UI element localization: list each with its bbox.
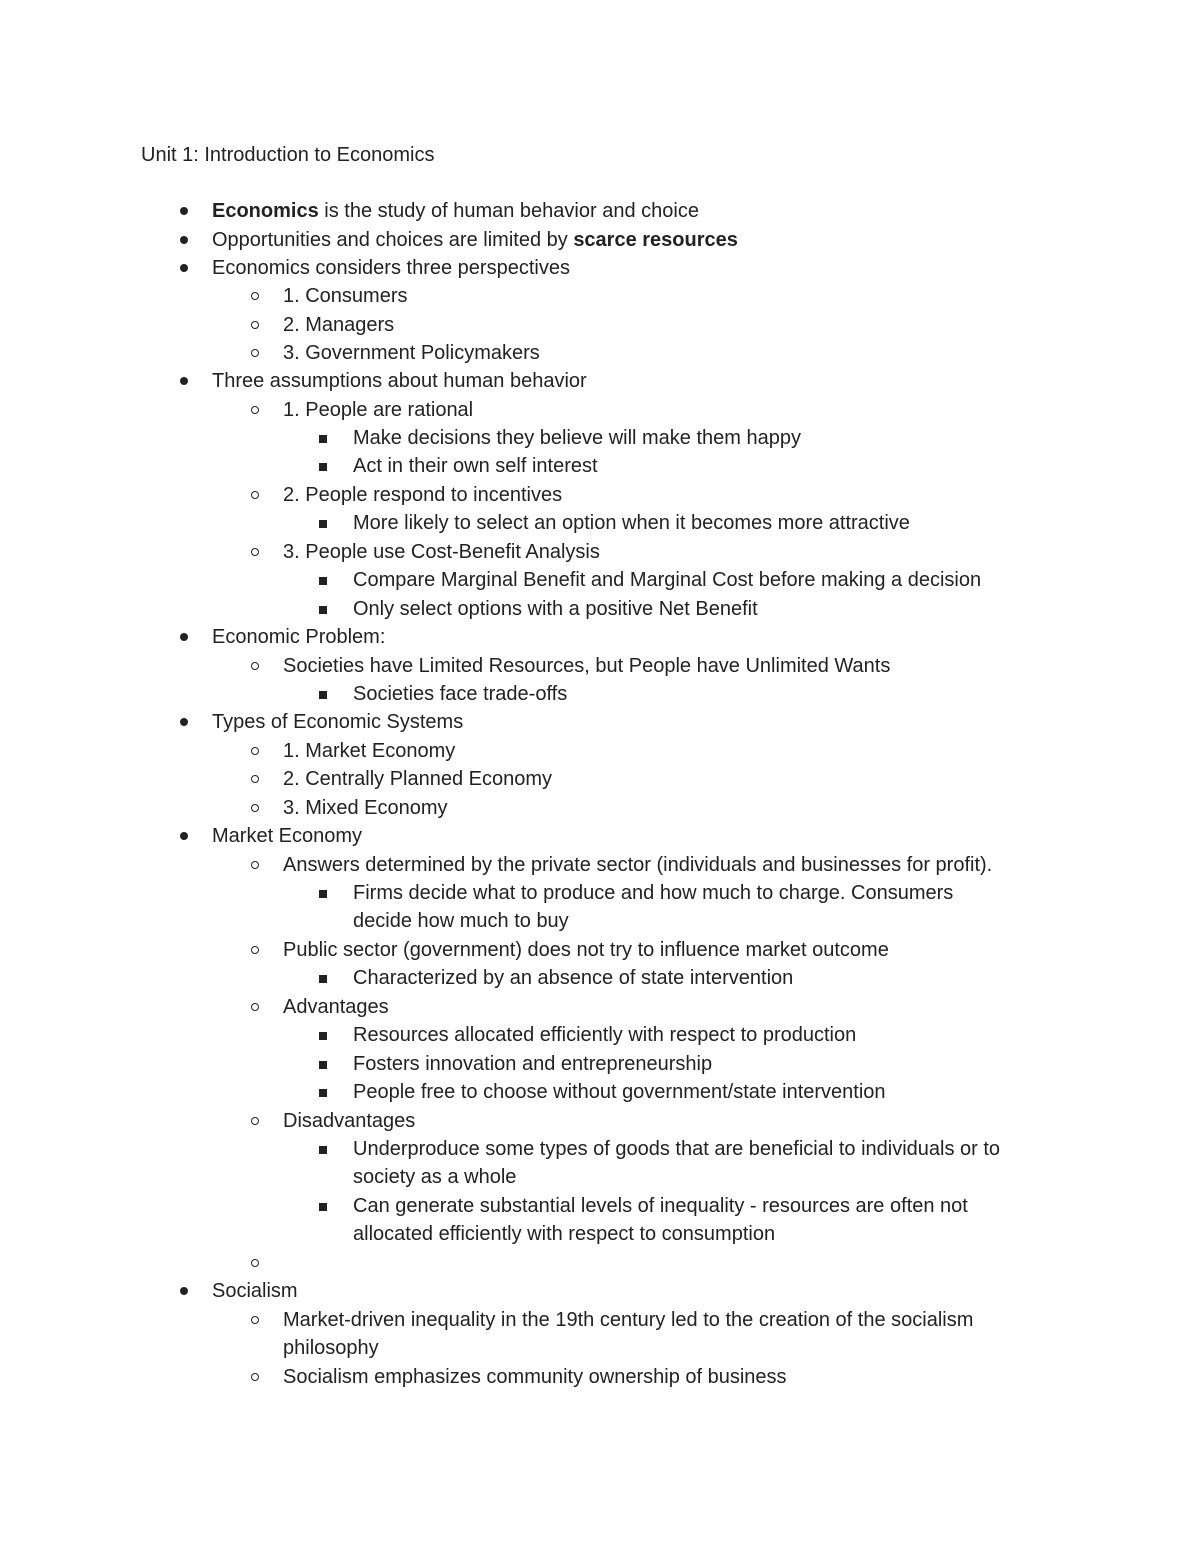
list-item	[315, 452, 1053, 480]
list-item-text: People free to choose without government/state intervention	[353, 1081, 886, 1103]
bullet-square-icon	[315, 1135, 339, 1163]
list-item	[176, 197, 699, 225]
list-item	[247, 396, 473, 424]
list-item-text: Societies face trade-offs	[353, 683, 568, 705]
list-item	[315, 595, 1053, 623]
list-item	[247, 794, 448, 822]
bullet-square-icon	[315, 1078, 339, 1106]
bullet-square-icon	[315, 452, 339, 480]
list-item-text: 3. People use Cost-Benefit Analysis	[283, 541, 600, 563]
list-item-text: Act in their own self interest	[353, 455, 598, 477]
bullet-square-icon	[315, 1021, 339, 1049]
list-item-text: Economic Problem:	[212, 626, 386, 648]
list-item	[247, 652, 890, 680]
list-item-text: Socialism emphasizes community ownership of business	[283, 1366, 787, 1388]
bullet-square-icon	[315, 595, 339, 623]
list-item-text: More likely to select an option when it becomes more attractive	[353, 512, 910, 534]
bullet-circle-icon	[247, 1107, 271, 1135]
list-item-text: Make decisions they believe will make them happy	[353, 427, 801, 449]
list-item-text: 3. Government Policymakers	[283, 342, 540, 364]
list-item-text: Socialism	[212, 1280, 298, 1302]
list-item	[247, 282, 408, 310]
bullet-circle-icon	[247, 737, 271, 765]
list-item-text: Market Economy	[212, 825, 363, 847]
bullet-dot-icon	[176, 226, 200, 254]
bullet-square-icon	[315, 1192, 339, 1220]
list-item-text: 1. Consumers	[283, 285, 408, 307]
list-item	[247, 481, 562, 509]
bullet-circle-icon	[247, 339, 271, 367]
list-item-text: 2. People respond to incentives	[283, 484, 563, 506]
list-item-text: Three assumptions about human behavior	[212, 370, 587, 392]
list-item	[315, 964, 1053, 992]
list-item-text: Societies have Limited Resources, but People have Unlimited Wants	[283, 655, 891, 677]
list-item-text: Advantages	[283, 996, 389, 1018]
list-item	[247, 311, 394, 339]
list-item	[315, 566, 1053, 594]
list-item	[247, 993, 389, 1021]
bullet-dot-icon	[176, 708, 200, 736]
list-item	[247, 339, 540, 367]
list-item	[315, 1050, 1053, 1078]
list-item	[315, 1021, 1053, 1049]
list-item-text: Underproduce some types of goods that are beneficial to individuals or to society as a whole	[353, 1138, 1001, 1189]
list-item	[247, 851, 992, 879]
list-item	[315, 424, 1053, 452]
bullet-square-icon	[315, 424, 339, 452]
list-item-text: Only select options with a positive Net Benefit	[353, 598, 758, 620]
bullet-square-icon	[315, 566, 339, 594]
list-item	[176, 708, 463, 736]
bullet-circle-icon	[247, 652, 271, 680]
list-item	[176, 367, 587, 395]
list-item-text: Opportunities and choices are limited by	[212, 229, 574, 251]
list-item-text: 2. Centrally Planned Economy	[283, 768, 553, 790]
list-item	[315, 680, 1053, 708]
bullet-circle-icon	[247, 282, 271, 310]
list-item-text: Compare Marginal Benefit and Marginal Cost before making a decision	[353, 569, 982, 591]
list-item	[247, 1107, 415, 1135]
list-item	[247, 1363, 787, 1391]
list-item	[315, 1078, 1053, 1106]
bullet-circle-icon	[247, 1306, 271, 1334]
bullet-circle-icon	[247, 1363, 271, 1391]
bullet-circle-icon	[247, 311, 271, 339]
list-item-text: 1. Market Economy	[283, 740, 456, 762]
list-item	[247, 538, 600, 566]
bullet-circle-icon	[247, 851, 271, 879]
list-item-text: Firms decide what to produce and how much to charge. Consumers decide how much to buy	[353, 882, 954, 933]
bullet-circle-icon	[247, 765, 271, 793]
list-item-text: 1. People are rational	[283, 399, 474, 421]
bold-term: Economics	[212, 200, 319, 222]
list-item	[315, 1135, 1063, 1192]
bullet-dot-icon	[176, 822, 200, 850]
list-item	[176, 1277, 298, 1305]
bullet-dot-icon	[176, 1277, 200, 1305]
bullet-square-icon	[315, 964, 339, 992]
bullet-square-icon	[315, 1050, 339, 1078]
list-item-text: Fosters innovation and entrepreneurship	[353, 1053, 713, 1075]
bullet-circle-icon	[247, 396, 271, 424]
list-item	[247, 1249, 283, 1277]
list-item-text: Public sector (government) does not try to influence market outcome	[283, 939, 889, 961]
bullet-circle-icon	[247, 1249, 271, 1277]
list-item-text: is the study of human behavior and choice	[318, 200, 699, 222]
bullet-circle-icon	[247, 993, 271, 1021]
list-item	[176, 822, 362, 850]
page-title: Unit 1: Introduction to Economics	[141, 144, 435, 166]
list-item-text: Disadvantages	[283, 1110, 416, 1132]
bullet-circle-icon	[247, 538, 271, 566]
list-item	[247, 1306, 1043, 1363]
list-item	[247, 936, 889, 964]
bullet-circle-icon	[247, 936, 271, 964]
list-item-text: Market-driven inequality in the 19th century led to the creation of the socialism philosophy	[283, 1309, 974, 1360]
list-item	[247, 737, 455, 765]
bullet-dot-icon	[176, 197, 200, 225]
list-item-text: Economics considers three perspectives	[212, 257, 570, 279]
bullet-dot-icon	[176, 254, 200, 282]
bullet-circle-icon	[247, 481, 271, 509]
bullet-circle-icon	[247, 794, 271, 822]
bullet-dot-icon	[176, 623, 200, 651]
list-item-text: Types of Economic Systems	[212, 711, 464, 733]
list-item-text: Resources allocated efficiently with respect to production	[353, 1024, 857, 1046]
list-item	[315, 879, 1013, 936]
list-item-text: 2. Managers	[283, 314, 395, 336]
bullet-square-icon	[315, 680, 339, 708]
bold-term: scarce resources	[573, 229, 738, 251]
bullet-square-icon	[315, 879, 339, 907]
list-item-text: Can generate substantial levels of inequality - resources are often not allocated efficiently with respect to consumption	[353, 1195, 968, 1246]
list-item	[247, 765, 552, 793]
bullet-square-icon	[315, 509, 339, 537]
list-item-text: Characterized by an absence of state intervention	[353, 967, 794, 989]
list-item-text: Answers determined by the private sector (individuals and businesses for profit).	[283, 854, 993, 876]
list-item-text: 3. Mixed Economy	[283, 797, 448, 819]
bullet-dot-icon	[176, 367, 200, 395]
list-item	[315, 509, 1053, 537]
list-item	[315, 1192, 1043, 1249]
list-item	[176, 254, 570, 282]
list-item	[176, 226, 738, 254]
list-item	[176, 623, 385, 651]
